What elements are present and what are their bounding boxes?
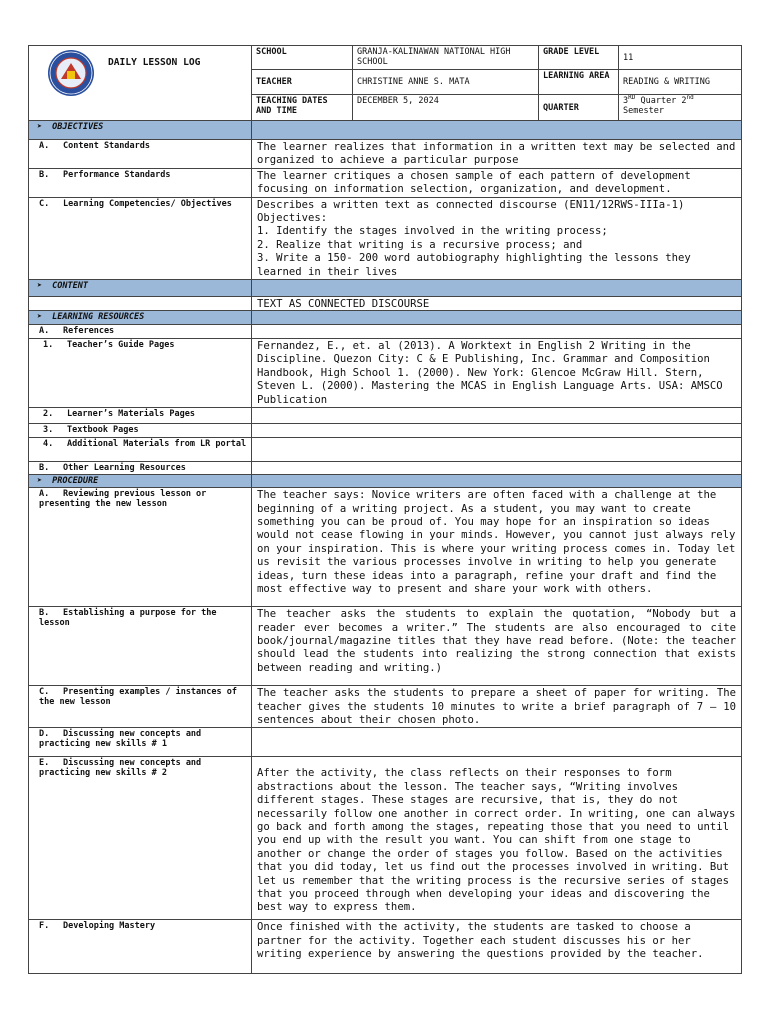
performance-standards-marker: B. bbox=[39, 169, 50, 180]
other-resources-label bbox=[29, 462, 252, 475]
competency-code-line: Describes a written text as connected discourse (EN11/12RWS-IIIa-1) bbox=[257, 198, 685, 211]
concepts-2-label bbox=[29, 757, 252, 920]
arrowhead-bullet-icon: ➤ bbox=[37, 476, 43, 487]
learners-materials-value bbox=[252, 408, 742, 424]
grade-value: 11 bbox=[619, 46, 742, 70]
objectives-subtitle: Objectives: bbox=[257, 212, 328, 225]
performance-standards-label bbox=[29, 168, 252, 197]
other-resources-value bbox=[252, 462, 742, 475]
concepts-1-value bbox=[252, 728, 742, 757]
competencies-label bbox=[29, 197, 252, 279]
textbook-pages-marker: 3. bbox=[43, 425, 54, 436]
grade-label: GRADE LEVEL bbox=[539, 46, 619, 70]
concepts-2-value: After the activity, the class reflects on their responses to form abstractions about the lesson. The teacher says, “Writing involves different stages. These stages are recursive, that is, they do not necessarily follow one another in correct order. In writing, one can always go back and forth among the stages, repeating those that you need to until you end up with the result you want. You can shift from one stage to another or change the order of stages you follow. Based on the activities that you did today, let us find out the processes involved in writing. But let us remember that the writing process is the recursive series of stages that you proceed through when developing your ideas and discovering the best way to express them. bbox=[252, 757, 742, 920]
procedure-heading-text: PROCEDURE bbox=[52, 476, 99, 487]
examples-value: The teacher asks the students to prepare a sheet of paper for writing. The teacher gives the students 10 minutes to write a brief paragraph of 7 – 10 sentences about their chosen photo. bbox=[252, 686, 742, 728]
objectives-heading-text: OBJECTIVES bbox=[52, 122, 104, 132]
quarter-number: 3 bbox=[623, 96, 629, 106]
additional-materials-label bbox=[29, 438, 252, 462]
additional-materials-value bbox=[252, 438, 742, 462]
header-logo-cell bbox=[29, 46, 252, 121]
school-label: SCHOOL bbox=[252, 46, 353, 70]
learning-resources-heading-fill bbox=[252, 311, 742, 325]
semester-text: Semester bbox=[623, 106, 664, 116]
concepts-2-marker: E. bbox=[39, 758, 50, 769]
competencies-marker: C. bbox=[39, 198, 50, 209]
content-standards-label-text: Content Standards bbox=[63, 141, 150, 151]
purpose-value: The teacher asks the students to explain the quotation, “Nobody but a reader ever becomes a writer.” The students are also encouraged to cite book/journal/magazine titles that they have read before. (Note: the teacher should lead the students into realizing the strong connection that exists between reading and writing.) bbox=[252, 607, 742, 686]
additional-materials-label-text: Additional Materials from LR portal bbox=[67, 439, 247, 450]
reviewing-lesson-label-text: Reviewing previous lesson or presenting the new lesson bbox=[39, 489, 207, 510]
examples-label bbox=[29, 686, 252, 728]
other-resources-label-text: Other Learning Resources bbox=[63, 463, 186, 474]
teaching-dates-label: TEACHING DATES AND TIME bbox=[252, 95, 353, 121]
examples-marker: C. bbox=[39, 687, 50, 698]
examples-label-text: Presenting examples / instances of the new lesson bbox=[39, 687, 237, 708]
performance-standards-value: The learner critiques a chosen sample of each pattern of development focusing on information selection, organization, and development. bbox=[252, 168, 742, 197]
arrowhead-bullet-icon: ➤ bbox=[37, 281, 43, 292]
reviewing-lesson-marker: A. bbox=[39, 489, 50, 500]
teaching-dates-value: DECEMBER 5, 2024 bbox=[353, 95, 539, 121]
learning-area-label: LEARNING AREA bbox=[539, 70, 619, 95]
objective-2: 2. Realize that writing is a recursive process; and bbox=[257, 238, 583, 251]
textbook-pages-label-text: Textbook Pages bbox=[67, 425, 139, 436]
developing-mastery-marker: F. bbox=[39, 921, 50, 932]
reviewing-lesson-value: The teacher says: Novice writers are often faced with a challenge at the beginning of a writing project. As a student, you may want to create something you can be proud of. You may hope for an inspiration so ideas would not cease flowing in your minds. However, you cannot just always rely on your inspiration. This is where your writing process comes in. Today let us revisit the various processes involve in writing to help you generate ideas, turn these ideas into a paragraph, refine your draft and find the most effective way to present and share your work with others. bbox=[252, 488, 742, 607]
teachers-guide-value: Fernandez, E., et. al (2013). A Worktext in English 2 Writing in the Discipline. Quezon City: C & E Publishing, Inc. Grammar and Composition Handbook, High School 1. (2000). New York: Glencoe McGraw Hill. Stern, Steven L. (2000). Mastering the MCAS in English Language Arts. USA: AMSCO Publication bbox=[252, 339, 742, 408]
textbook-pages-label bbox=[29, 424, 252, 438]
purpose-label-text: Establishing a purpose for the lesson bbox=[39, 608, 217, 629]
competencies-value bbox=[252, 197, 742, 279]
learners-materials-label-text: Learner’s Materials Pages bbox=[67, 409, 195, 420]
learning-resources-heading-text: LEARNING RESOURCES bbox=[52, 312, 145, 323]
performance-standards-label-text: Performance Standards bbox=[63, 169, 171, 180]
learners-materials-label bbox=[29, 408, 252, 424]
other-resources-marker: B. bbox=[39, 463, 50, 474]
references-value bbox=[252, 325, 742, 339]
developing-mastery-label bbox=[29, 920, 252, 974]
school-value: GRANJA-KALINAWAN NATIONAL HIGH SCHOOL bbox=[353, 46, 539, 70]
content-label-empty bbox=[29, 297, 252, 311]
reviewing-lesson-label bbox=[29, 488, 252, 607]
purpose-label bbox=[29, 607, 252, 686]
learning-area-value: READING & WRITING bbox=[619, 70, 742, 95]
teacher-label: TEACHER bbox=[252, 70, 353, 95]
objective-1: 1. Identify the stages involved in the writing process; bbox=[257, 225, 608, 238]
lesson-log-table bbox=[28, 45, 742, 974]
objectives-heading bbox=[29, 121, 252, 140]
teacher-value: CHRISTINE ANNE S. MATA bbox=[353, 70, 539, 95]
document-title: DAILY LESSON LOG bbox=[108, 57, 201, 68]
textbook-pages-value bbox=[252, 424, 742, 438]
procedure-heading bbox=[29, 475, 252, 488]
teachers-guide-label bbox=[29, 339, 252, 408]
purpose-marker: B. bbox=[39, 608, 50, 619]
concepts-1-label bbox=[29, 728, 252, 757]
teachers-guide-marker: 1. bbox=[43, 340, 54, 351]
references-marker: A. bbox=[39, 326, 50, 337]
quarter-text: Quarter 2 bbox=[635, 96, 687, 106]
competencies-label-text: Learning Competencies/ Objectives bbox=[63, 198, 232, 209]
quarter-label: QUARTER bbox=[539, 95, 619, 121]
daily-lesson-log-sheet bbox=[28, 45, 741, 974]
content-heading-text: CONTENT bbox=[52, 281, 88, 292]
semester-suffix: nd bbox=[686, 94, 694, 102]
developing-mastery-label-text: Developing Mastery bbox=[63, 921, 156, 932]
content-standards-value: The learner realizes that information in a written text may be selected and organized to achieve a particular purpose bbox=[252, 140, 742, 169]
teachers-guide-label-text: Teacher’s Guide Pages bbox=[67, 340, 175, 351]
school-seal-icon bbox=[47, 49, 95, 97]
content-standards-label bbox=[29, 140, 252, 169]
references-label bbox=[29, 325, 252, 339]
quarter-value bbox=[619, 95, 742, 121]
content-value: TEXT AS CONNECTED DISCOURSE bbox=[252, 297, 742, 311]
procedure-heading-fill bbox=[252, 475, 742, 488]
references-label-text: References bbox=[63, 326, 115, 337]
content-heading-fill bbox=[252, 280, 742, 297]
content-standards-marker: A. bbox=[39, 141, 50, 151]
objectives-heading-fill bbox=[252, 121, 742, 140]
quarter-number-suffix: RD bbox=[628, 94, 636, 102]
concepts-2-label-text: Discussing new concepts and practicing new skills # 2 bbox=[39, 758, 202, 779]
concepts-1-label-text: Discussing new concepts and practicing new skills # 1 bbox=[39, 729, 202, 750]
learners-materials-marker: 2. bbox=[43, 409, 54, 420]
arrowhead-bullet-icon: ➤ bbox=[37, 122, 43, 132]
additional-materials-marker: 4. bbox=[43, 439, 54, 450]
content-heading bbox=[29, 280, 252, 297]
developing-mastery-value: Once finished with the activity, the students are tasked to choose a partner for the activity. Together each student discusses his or her writing experience by answering the questions provided by the teacher. bbox=[252, 920, 742, 974]
learning-resources-heading bbox=[29, 311, 252, 325]
concepts-1-marker: D. bbox=[39, 729, 50, 740]
arrowhead-bullet-icon: ➤ bbox=[37, 312, 43, 323]
objective-3: 3. Write a 150- 200 word autobiography highlighting the lessons they learned in their lives bbox=[257, 252, 691, 278]
